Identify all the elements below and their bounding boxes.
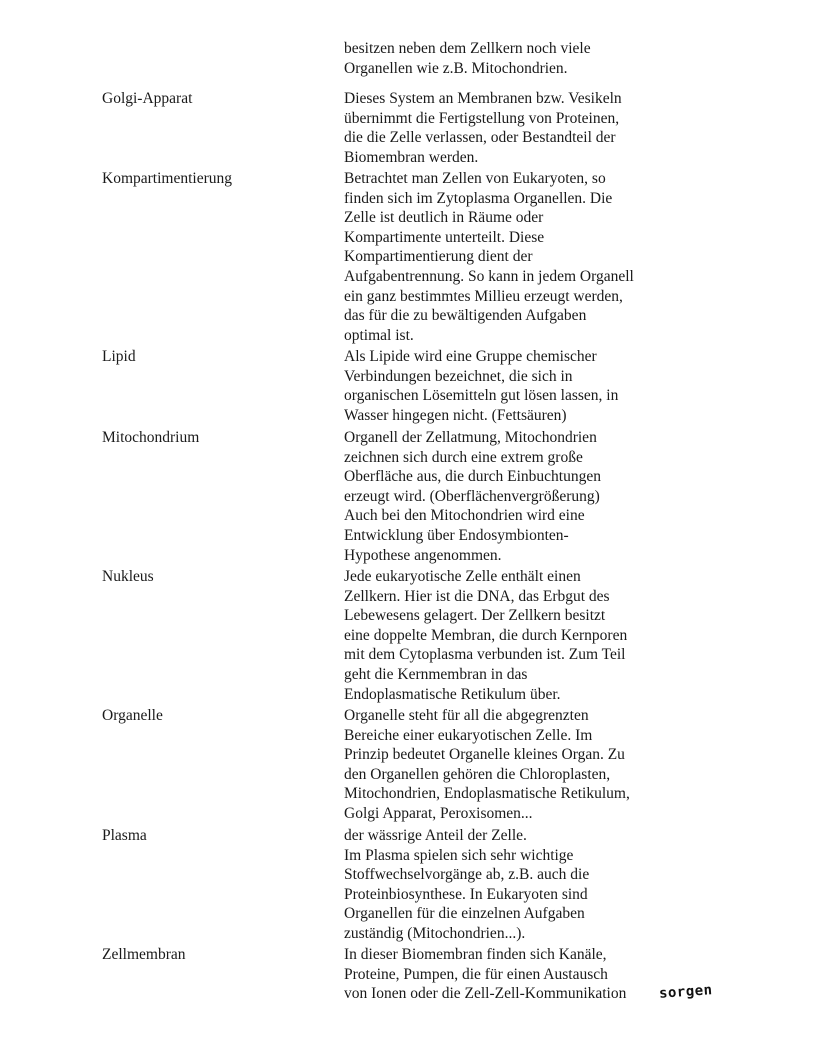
definition-line: organischen Lösemitteln gut lösen lassen, in [344,387,619,405]
definition-zellmembran [344,945,674,1004]
definition-line: eine doppelte Membran, die durch Kernporen [344,626,628,644]
definition-line: Dieses System an Membranen bzw. Vesikeln [344,90,622,107]
definition-line: Aufgabentrennung. So kann in jedem Organell [344,267,634,285]
term-organelle: Organelle [102,707,163,724]
definition-line: Oberfläche aus, die durch Einbuchtungen [344,468,601,486]
definition-line: Organellen für die einzelnen Aufgaben [344,905,585,923]
definition-line: Hypothese angenommen. [344,546,502,564]
definition-line: Bereiche einer eukaryotischen Zelle. Im [344,726,593,744]
definition-line: erzeugt wird. (Oberflächenvergrößerung) [344,487,600,505]
definition-line: mit dem Cytoplasma verbunden ist. Zum Teil [344,646,626,664]
definition-line: den Organellen gehören die Chloroplasten, [344,765,611,783]
definition-line: Organell der Zellatmung, Mitochondrien [344,429,597,446]
definition-line: geht die Kernmembran in das [344,665,528,683]
definition-line: besitzen neben dem Zellkern noch viele [344,40,591,57]
definition-line: Verbindungen bezeichnet, die sich in [344,367,573,385]
definition-kompartimentierung [344,169,674,345]
definition-line: Als Lipide wird eine Gruppe chemischer [344,348,597,365]
definition-line: optimal ist. [344,326,414,344]
handwritten-note: sorgen [658,982,714,1002]
definition-line: finden sich im Zytoplasma Organellen. Die [344,189,613,207]
definition-line: ein ganz bestimmtes Millieu erzeugt werden, [344,287,623,305]
definition-line: Jede eukaryotische Zelle enthält einen [344,568,581,585]
definition-plasma [344,826,674,944]
definition-nukleus [344,567,674,704]
definition-line: Golgi Apparat, Peroxisomen... [344,804,533,822]
definition-line: zeichnen sich durch eine extrem große [344,448,583,466]
definition-line: das für die zu bewältigenden Aufgaben [344,307,587,325]
definition-line: zuständig (Mitochondrien...). [344,924,526,942]
definition-line: Betrachtet man Zellen von Eukaryoten, so [344,170,606,187]
definition-line: übernimmt die Fertigstellung von Proteinen, [344,109,620,127]
definition-line: Kompartimentierung dient der [344,248,533,266]
definition-line: Lebewesens gelagert. Der Zellkern besitzt [344,607,606,625]
definition-line: Proteine, Pumpen, die für einen Austausch [344,965,608,983]
definition-line: Stoffwechselvorgänge ab, z.B. auch die [344,866,590,884]
definition-line: Kompartimente unterteilt. Diese [344,228,545,246]
term-lipid: Lipid [102,348,136,365]
definition-line: In dieser Biomembran finden sich Kanäle, [344,946,607,963]
definition-line: Biomembran werden. [344,148,479,166]
definition-organelle [344,706,674,824]
definition-line: von Ionen oder die Zell-Zell-Kommunikation [344,985,627,1003]
definition-line: Entwicklung über Endosymbionten- [344,526,569,544]
definition-line: Zellkern. Hier ist die DNA, das Erbgut des [344,587,610,605]
definition-line: Zelle ist deutlich in Räume oder [344,209,544,227]
term-nukleus: Nukleus [102,568,154,585]
definition-line: Organellen wie z.B. Mitochondrien. [344,59,568,77]
definition-mitochondrium [344,428,674,565]
definition-line: Organelle steht für all die abgegrenzten [344,707,589,724]
definition-line: die die Zelle verlassen, oder Bestandteil der [344,129,616,147]
term-plasma: Plasma [102,827,147,844]
term-kompartimentierung: Kompartimentierung [102,170,232,187]
term-zellmembran: Zellmembran [102,946,186,963]
definition-golgi-apparat [344,89,674,167]
term-golgi-apparat: Golgi-Apparat [102,90,193,107]
intro-definition [344,39,674,78]
definition-line: Im Plasma spielen sich sehr wichtige [344,846,574,864]
definition-line: Endoplasmatische Retikulum über. [344,685,561,703]
definition-line: Wasser hingegen nicht. (Fettsäuren) [344,406,567,424]
definition-line: Auch bei den Mitochondrien wird eine [344,507,585,525]
definition-line: Mitochondrien, Endoplasmatische Retikulum, [344,785,630,803]
definition-lipid [344,347,674,425]
definition-line: der wässrige Anteil der Zelle. [344,827,527,844]
definition-line: Proteinbiosynthese. In Eukaryoten sind [344,885,588,903]
definition-line: Prinzip bedeutet Organelle kleines Organ. Zu [344,746,625,764]
term-mitochondrium: Mitochondrium [102,429,200,446]
